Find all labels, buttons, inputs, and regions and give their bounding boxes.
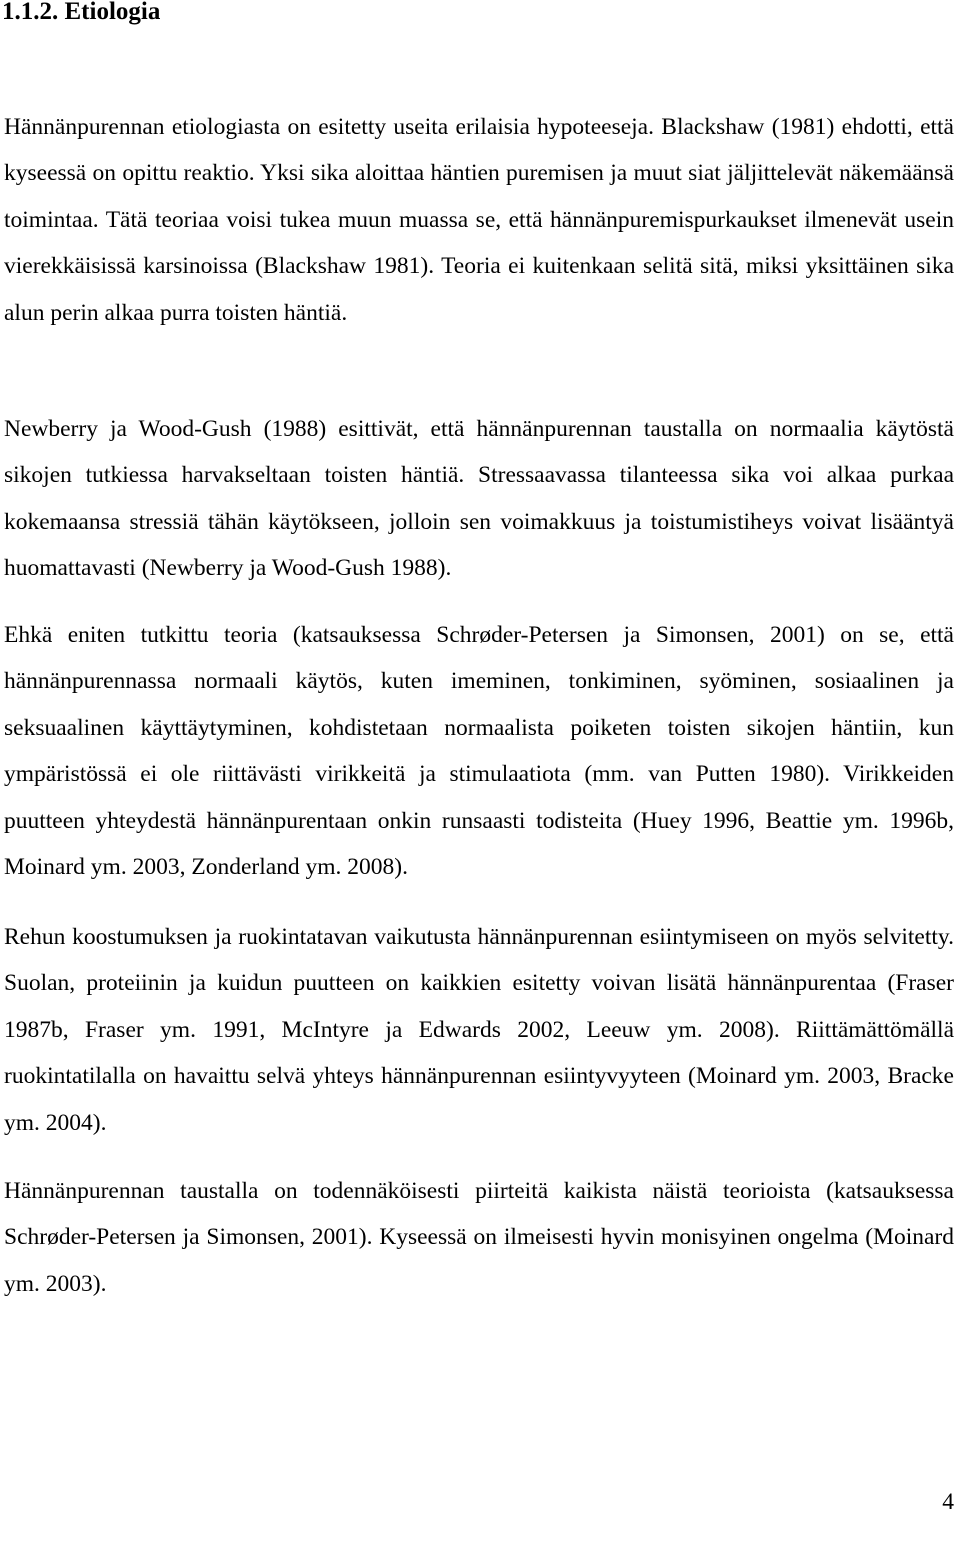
paragraph-enrichment-theory: Ehkä eniten tutkittu teoria (katsauksessa Schrøder-Petersen ja Simonsen, 2001) on se, että hännänpurennassa normaali käytös, kuten imeminen, tonkiminen, syöminen, sosiaalinen ja seksuaalinen käyttäytyminen, kohdistetaan normaalista poiketen toisten sikojen häntiin, kun ympäristössä ei ole riittävästi virikkeitä ja stimulaatiota (mm. van Putten 1980). Virikkeiden puutteen yhteydestä hännänpurentaan onkin runsaasti todisteita (Huey 1996, Beattie ym. 1996b, Moinard ym. 2003, Zonderland ym. 2008). [4, 622, 954, 881]
paragraph-newberry-theory: Newberry ja Wood-Gush (1988) esittivät, että hännänpurennan taustalla on normaalia käytöstä sikojen tutkiessa harvakseltaan toisten häntiä. Stressaavassa tilanteessa sika voi alkaa purkaa kokemaansa stressiä tähän käytökseen, jolloin sen voimakkuus ja toistumistiheys voivat lisääntyä huomattavasti (Newberry ja Wood-Gush 1988). [4, 416, 954, 582]
paragraph-blackshaw-theory: Hännänpurennan etiologiasta on esitetty useita erilaisia hypoteeseja. Blackshaw (1981) ehdotti, että kyseessä on opittu reaktio. Yksi sika aloittaa häntien puremisen ja muut siat jäljittelevät näkemäänsä toimintaa. Tätä teoriaa voisi tukea muun muassa se, että hännänpuremispurkaukset ilmenevät usein vierekkäisissä karsinoissa (Blackshaw 1981). Teoria ei kuitenkaan selitä sitä, miksi yksittäinen sika alun perin alkaa purra toisten häntiä. [4, 114, 954, 326]
paragraph-conclusion: Hännänpurennan taustalla on todennäköisesti piirteitä kaikista näistä teorioista (katsauksessa Schrøder-Petersen ja Simonsen, 2001). Kyseessä on ilmeisesti hyvin monisyinen ongelma (Moinard ym. 2003). [4, 1178, 954, 1297]
paragraph-feed-composition: Rehun koostumuksen ja ruokintatavan vaikutusta hännänpurennan esiintymiseen on myös selvitetty. Suolan, proteiinin ja kuidun puutteen on kaikkien esitetty voivan lisätä hännänpurentaa (Fraser 1987b, Fraser ym. 1991, McIntyre ja Edwards 2002, Leeuw ym. 2008). Riittämättömällä ruokintatilalla on havaittu selvä yhteys hännänpurennan esiintyvyyteen (Moinard ym. 2003, Bracke ym. 2004). [4, 924, 954, 1136]
section-heading: 1.1.2. Etiologia [2, 0, 161, 25]
page-number: 4 [942, 1489, 954, 1515]
